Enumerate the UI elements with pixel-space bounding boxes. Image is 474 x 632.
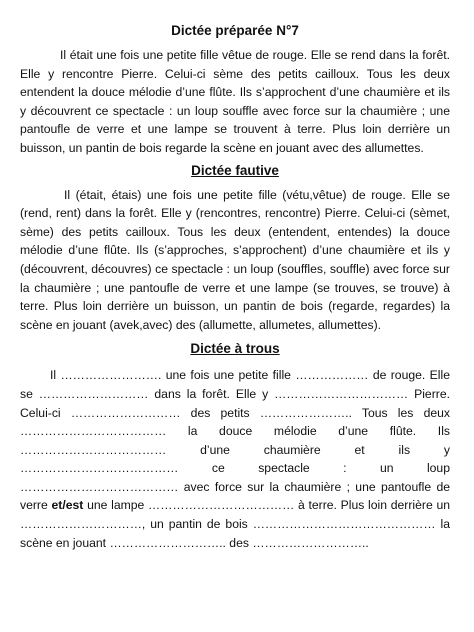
title-dictee-fautive: Dictée fautive [191, 162, 279, 178]
dictee-a-trous-text [20, 366, 450, 552]
dictee-preparee-text: Il était une fois une petite fille vêtue de rouge. Elle se rend dans la forêt. Elle y rencontre Pierre. Celui-ci sème des petits cailloux. Tous les deux entendent la douce mélodie d’une flûte. Ils s’approchent d’une chaumière et ils y découvrent ce spectacle : un loup souffle avec force sur la chaumière ; une pantoufle de verre et une lampe se trouvent à terre. Plus loin derrière un buisson, un pantin de bois regarde la scène en jouant avec des allumettes. [20, 48, 450, 155]
dictee-a-trous-part-1: Il ……………………. une fois une petite fille ……………… de rouge. Elle se ……………………… dans la forêt. Elle y …………………………… Pierre. Celui-ci ……………………… des petits ………………….. Tous les deux ……………………………… la douce mélodie d’une flûte. Ils ……………………………… d’une chaumière et ils y ………………………………… ce spectacle : un loup ………………………………… avec force sur la chaumière ; une pantoufle de verre [20, 368, 450, 513]
dictee-fautive-text: Il (était, étais) une fois une petite fille (vétu,vêtue) de rouge. Elle se (rend, rent) dans la forêt. Elle y (rencontres, rencontre) Pierre. Celui-ci (sèmet, sème) des petits cailloux. Tous les deux (entendent, entendes) la douce mélodie d’une flûte. Ils (s’approches, s’approchent) d’une chaumière et ils y (découvrent, découvres) ce spectacle : un loup (souffles, souffle) avec force sur la chaumière ; une pantoufle de verre et une lampe (se trouves, se trouve) à terre. Plus loin derrière un buisson, un pantin de bois (regarde, regardes) la scène en jouant (avek,avec) des (allumette, allumetes, allumettes). [20, 187, 450, 332]
dictee-a-trous-part-2: une lampe ……………………………… à terre. Plus loin derrière un …………………………, un pantin de bois ……………………………………… la scène en jouant ……………………….. des ……………………….. [20, 498, 450, 550]
title-dictee-preparee: Dictée préparée N°7 [171, 23, 299, 38]
bold-choice-et-est: et/est [51, 498, 84, 513]
title-dictee-a-trous: Dictée à trous [190, 341, 280, 357]
